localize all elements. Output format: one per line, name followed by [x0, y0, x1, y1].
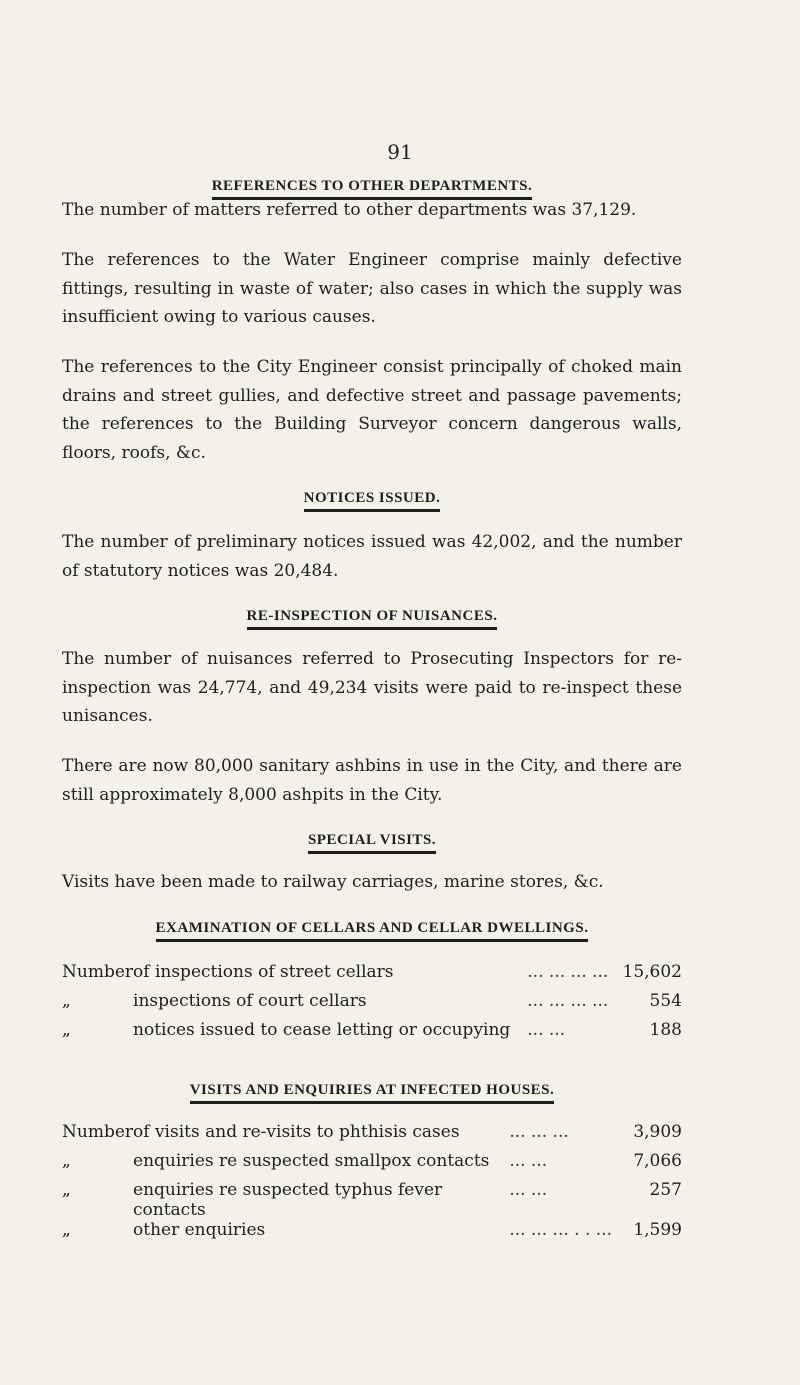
table-row: „ notices issued to cease letting or occupying ... ... 188 — [62, 1020, 682, 1040]
references-para-1: The number of matters referred to other departments was 37,129. — [62, 200, 637, 220]
table-row: „ enquiries re suspected typhus fever contacts ... ... 257 — [62, 1180, 682, 1220]
reinspection-para-1: The number of nuisances referred to Prosecuting Inspectors for re-inspection was 24,774, and 49,234 visits were paid to re-inspect these unisances. — [62, 649, 682, 726]
section-cellars — [62, 920, 682, 937]
table-row: Number of visits and re-visits to phthisis cases ... ... ... 3,909 — [62, 1122, 682, 1142]
special-visits-para-1: Visits have been made to railway carriages, marine stores, &c. — [62, 872, 604, 892]
heading-notices: NOTICES ISSUED. — [62, 490, 682, 507]
table-row: Number of inspections of street cellars ... ... ... ... 15,602 — [62, 962, 682, 982]
heading-cellars: EXAMINATION OF CELLARS AND CELLAR DWELLINGS. — [62, 920, 682, 937]
reinspection-para-2: There are now 80,000 sanitary ashbins in use in the City, and there are still approximately 8,000 ashpits in the City. — [62, 756, 682, 805]
page-number: 91 — [387, 140, 413, 164]
heading-reinspection: RE-INSPECTION OF NUISANCES. — [62, 608, 682, 625]
section-infected-houses — [62, 1082, 682, 1099]
table-row: „ inspections of court cellars ... ... ... ... 554 — [62, 991, 682, 1011]
table-row: „ enquiries re suspected smallpox contacts ... ... 7,066 — [62, 1151, 682, 1171]
cellars-table — [62, 962, 682, 1049]
heading-references: REFERENCES TO OTHER DEPARTMENTS. — [62, 178, 682, 195]
heading-infected-houses: VISITS AND ENQUIRIES AT INFECTED HOUSES. — [62, 1082, 682, 1099]
references-para-2: The references to the Water Engineer comprise mainly defective fittings, resulting in waste of water; also cases in which the supply was insufficient owing to various causes. — [62, 250, 682, 327]
heading-special-visits: SPECIAL VISITS. — [62, 832, 682, 849]
section-references — [62, 178, 682, 195]
section-special-visits — [62, 832, 682, 849]
table-row: „ other enquiries ... ... ... . . ... 1,599 — [62, 1220, 682, 1240]
notices-para-1: The number of preliminary notices issued was 42,002, and the number of statutory notices was 20,484. — [62, 532, 682, 581]
section-reinspection — [62, 608, 682, 625]
section-notices — [62, 490, 682, 507]
references-para-3: The references to the City Engineer consist principally of choked main drains and street gullies, and defective street and passage pavements; the references to the Building Surveyor concern dangerous walls, floors, roofs, &c. — [62, 357, 682, 463]
infected-houses-table — [62, 1122, 682, 1249]
